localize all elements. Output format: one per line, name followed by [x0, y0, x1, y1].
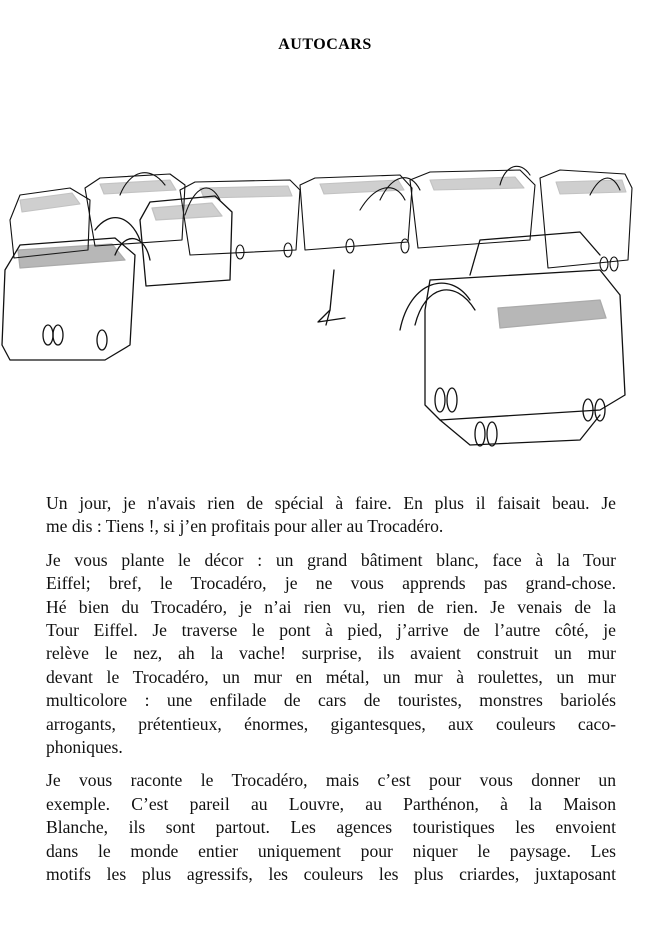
text-line: multicolore : une enfilade de cars de touristes, monstres bariolés — [46, 690, 616, 711]
text-line: Un jour, je n'avais rien de spécial à faire. En plus il faisait beau. Je — [46, 493, 616, 513]
text-line: relève le nez, ah la vache! surprise, ils avaient construit un mur — [46, 643, 616, 664]
paragraph-3 — [46, 769, 616, 886]
text-line: motifs les plus agressifs, les couleurs les plus criardes, juxtaposant — [46, 864, 616, 885]
text-line: arrogants, prétentieux, énormes, gigantesques, aux couleurs caco- — [46, 713, 616, 734]
text-line: exemple. C’est pareil au Louvre, au Parthénon, à la Maison — [46, 793, 616, 814]
text-line: devant le Trocadéro, un mur en métal, un mur à roulettes, un mur — [46, 666, 616, 687]
text-line: Je vous raconte le Trocadéro, mais c’est pour vous donner un — [46, 770, 616, 791]
text-line: Eiffel; bref, le Trocadéro, je ne vous apprends pas grand-chose. — [46, 573, 616, 594]
text-line: Je vous plante le décor : un grand bâtiment blanc, face à la Tour — [46, 549, 616, 570]
text-line: Blanche, ils sont partout. Les agences touristiques les envoient — [46, 817, 616, 838]
text-line: Hé bien du Trocadéro, je n’ai rien vu, rien de rien. Je venais de la — [46, 596, 616, 617]
buses-sketch-icon — [0, 160, 650, 460]
page-title: AUTOCARS — [278, 36, 372, 53]
text-line: dans le monde entier uniquement pour niquer le paysage. Les — [46, 840, 616, 861]
paragraph-1 — [46, 492, 616, 539]
text-line: phoniques. — [46, 737, 123, 758]
paragraph-2 — [46, 549, 616, 760]
text-line: Tour Eiffel. Je traverse le pont à pied, j’arrive de l’autre côté, je — [46, 620, 616, 641]
text-line: me dis : Tiens !, si j’en profitais pour aller au Trocadéro. — [46, 516, 444, 537]
body-text — [46, 492, 616, 897]
